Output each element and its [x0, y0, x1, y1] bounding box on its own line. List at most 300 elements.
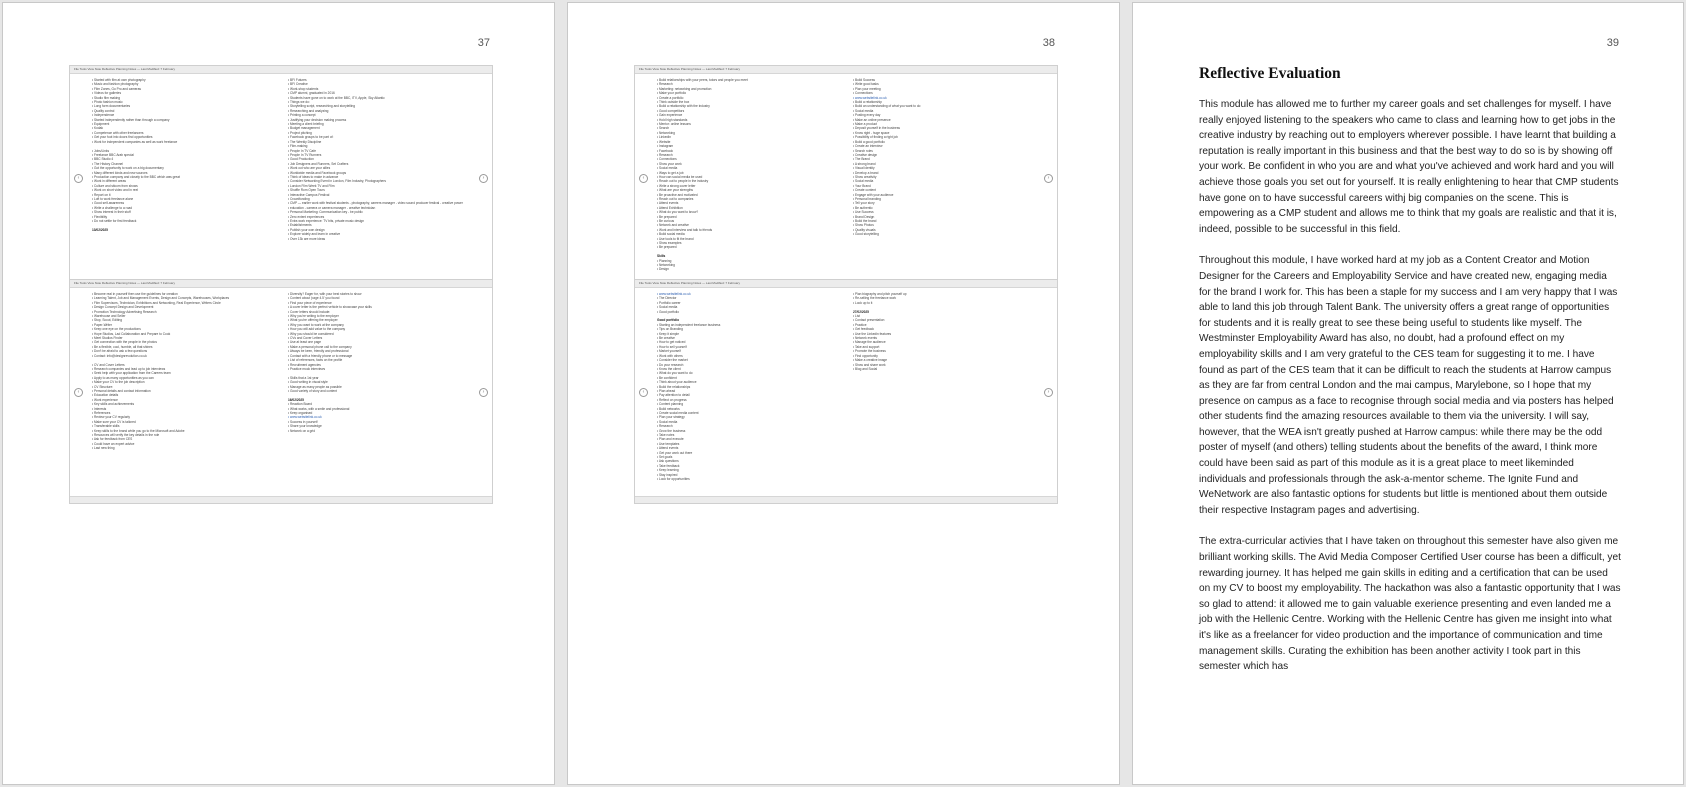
note-line: • Build Success — [853, 78, 876, 82]
note-toolbar: File Tools View Note Reflective Planning Notes — Last Modified: 7 February — [635, 280, 1057, 288]
note-line: • Content planning — [657, 402, 684, 407]
note-line: • Take and support — [853, 344, 880, 349]
note-line: • Music and fashion photography — [92, 82, 139, 87]
note-line: • Recruitment agencies — [288, 362, 321, 367]
note-line: • Engage with your audience — [853, 192, 894, 197]
note-line: • Plan biography and pitch yourself up — [853, 292, 907, 296]
note-line: • Education details — [92, 393, 119, 398]
page-number: 38 — [1042, 37, 1055, 49]
note-line: • Do your research — [657, 362, 684, 367]
note-line: • BFI Futures — [288, 78, 307, 82]
note-line: • Re-selling the freelance work — [853, 296, 897, 301]
note-line: • Build the brand — [853, 219, 877, 223]
note-line: • Production company and closely to the BBC which was great — [92, 174, 180, 179]
note-line: • Personal details and contact information — [92, 388, 151, 393]
note-line: • Contact presentation — [853, 318, 885, 323]
note-line: • What works, with a smile and professional — [288, 406, 350, 411]
note-line: • Use templates — [657, 441, 680, 446]
note-line: • Your Brand — [853, 183, 871, 188]
note-line: 13/02/2025 — [92, 227, 108, 232]
note-line: • People In TV Runners — [288, 152, 322, 157]
note-line: • Promote the business — [853, 349, 886, 354]
note-line: • Social media — [853, 108, 874, 113]
note-line: • Paper-Writer — [92, 322, 113, 327]
note-line: • Last new thing — [92, 446, 115, 451]
note-line: • BBC Studio 4 — [92, 157, 114, 162]
note-line: • Keep learning — [657, 468, 679, 473]
note-line: • Seek help with your application from the Careers team — [92, 371, 171, 376]
next-arrow-icon: › — [1044, 388, 1053, 397]
note-line: • Know right - huge space — [853, 130, 890, 135]
note-line: • Keep organised — [288, 410, 313, 415]
note-line: • Make an online presence — [853, 117, 891, 122]
note-line: • Got the opportunity to work on a big documentary — [92, 166, 164, 171]
note-line: • CMP — earlier work with festival students - photography, careers manager - video sound producer festival - creative power — [288, 201, 463, 206]
note-line: • Build networks — [657, 406, 680, 411]
note-line: • Find your piece of experience — [288, 300, 332, 305]
note-line: • Ask for feedback from CES — [92, 437, 133, 442]
note-line: Good portfolio — [657, 318, 680, 323]
note-line: • Ask questions — [657, 459, 679, 464]
note-line: • What you're offering the employer — [288, 318, 338, 323]
note-line: • BFI Creative — [288, 82, 308, 87]
note-line: • Work with others — [657, 353, 683, 358]
notes-screenshot — [634, 279, 1058, 504]
note-line: • Printing a concept — [288, 113, 316, 118]
note-line: • Attend events — [657, 201, 679, 206]
note-line: • Apply to as many opportunities as you can — [92, 375, 154, 380]
note-line: • Competence with other freelancers — [92, 130, 144, 135]
next-arrow-icon: › — [1044, 174, 1053, 183]
note-line: • Think outside the box — [657, 100, 690, 105]
next-arrow-icon: › — [479, 388, 488, 397]
note-line: • Kodak — [92, 126, 104, 131]
reflective-evaluation-section — [1199, 65, 1621, 691]
note-line: • Pay attention to detail — [657, 393, 690, 398]
paragraph: This module has allowed me to further my career goals and set challenges for myself. I have really enjoyed listening to the speakers who came to class and learning how to get jobs in the creative industry by reaching out to employers wherever possible. I have learnt that building a reputation is really important in this business and that the best way to do so is by showing off your work. Be confident in who you are and what you've achieved and work hard and you will achieve those goals you set out for yourself. It is really enlightening to hear that CMP students have gone on to have successful careers withj big companies on the scene. This is empowering as a CMP student and allows me to think that my goals are realistic and that it is, indeed, possible to be successful in this field. — [1199, 99, 1619, 235]
note-line: • Publish your own design — [288, 227, 325, 232]
note-line: • Budget management — [288, 126, 320, 131]
next-arrow-icon: › — [479, 174, 488, 183]
note-line: • Work on short video and in reel — [92, 188, 139, 193]
note-line: • www.websitelink.co.uk — [657, 292, 691, 296]
note-line: • Facebook — [657, 148, 673, 153]
notes-column-right — [288, 292, 470, 493]
note-line: • Be a flexible, cool, humble, all that shines — [92, 344, 153, 349]
note-line: • Network on a grid — [288, 428, 315, 433]
note-line: • Show Photos — [853, 223, 874, 228]
note-line: • Many different kinds and new sources — [92, 170, 148, 175]
note-line: • CV Structure: — [92, 384, 114, 389]
note-line: • Be curious — [657, 219, 675, 223]
note-line: • Loft to work freelance alone — [92, 196, 134, 201]
note-line: • Cover letters should include: — [288, 309, 331, 314]
note-line: • Facebook groups to be part of: — [288, 135, 334, 140]
note-line: • Ways to get a job — [657, 170, 684, 175]
note-line: • Work in different areas — [92, 179, 126, 184]
note-line: • Content about 'page 4.5' you found — [288, 296, 340, 301]
note-line: • Take notes — [657, 433, 675, 437]
note-line: • Build social media — [657, 232, 685, 237]
note-line: • Mentor: online lessons — [657, 122, 691, 127]
note-line: • Networking — [657, 130, 675, 135]
note-line: • CV and Cover Letters — [92, 362, 125, 367]
notes-screenshot — [634, 65, 1058, 290]
note-line: • Plan your meeting — [853, 86, 881, 91]
note-line: • Consider Networking Event in London, Film Industry, Photographers — [288, 179, 386, 184]
note-line: • Shuffle Rom Open Tours — [288, 188, 325, 193]
note-line: • Make sure your CV is tailored — [92, 419, 136, 424]
note-line: • Attend Exhibition — [657, 205, 683, 210]
note-line: • Practice mock interviews — [288, 366, 326, 371]
note-line: • Warehouse and Seller — [92, 314, 126, 319]
note-line: • Take feedback — [657, 463, 680, 468]
note-line: • Set goals — [657, 455, 673, 460]
note-line: • Researching and analyzing — [288, 108, 329, 113]
document-page-38 — [567, 2, 1120, 785]
note-line: • Create content — [853, 188, 876, 193]
paragraph: The extra-curricular activies that I have taken on throughout this semester have also given me brilliant working skills. The Avid Media Composer Certified User course has been a difficult, yet rewarding journey. It has helped me gain skills in editing and a certification that can be used on my CV to boost my employability. The hackathon was also a fantastic opportunity that I was so glad to attend: it allowed me to gain valuable exerience presenting and even landed me a job with the Hellenic Centre. Working with the Hellenic Centre has given me insight into what it's like as a freelancer for video production and the importance of communication and time management skills. Curating the exhibition has been another activity I took part in this semester which has — [1199, 536, 1621, 673]
note-line: • Build a relationship with the industry — [657, 104, 710, 109]
note-line: • Don't be afraid to ask a few questions — [92, 349, 148, 354]
note-line: • Review your CV regularly — [92, 415, 130, 420]
note-line: • Research — [657, 424, 673, 429]
note-line: • www.websitelink.co.uk — [288, 415, 322, 420]
note-line: • LinkedIn — [657, 135, 672, 140]
note-line: • Meet Studios Finder — [92, 336, 123, 341]
note-line: • Justifying your decision making process — [288, 117, 347, 122]
page-number: 39 — [1606, 37, 1619, 49]
note-line: • Be confident — [657, 375, 677, 380]
note-line: • Search roles — [853, 148, 873, 153]
note-line: • Independence — [92, 113, 115, 118]
note-line: • Be authentic — [853, 205, 873, 210]
note-line: • Interactive Campus Festival — [288, 192, 330, 197]
notes-column-right — [853, 292, 1035, 493]
note-line: • Possibility of finding a right job — [853, 135, 898, 140]
note-line: • Reach out to people in the industry — [657, 179, 709, 184]
note-line: • Why you're writing to the employer — [288, 314, 339, 319]
note-line: • Social media — [657, 166, 678, 171]
note-line: • Get feedback — [853, 327, 874, 332]
note-line: • Plan ahead — [657, 388, 676, 393]
note-line: • Work experience — [92, 397, 118, 402]
note-line: • Make a personal phone call to the company — [288, 344, 352, 349]
note-line: • How to sell yourself — [657, 344, 687, 349]
note-line: • Create a portfolio — [657, 95, 684, 100]
note-line: • Networking — [657, 263, 675, 268]
note-line: • Get connection with the people in the photos — [92, 340, 157, 345]
note-line: • London Film Week TV and Film — [288, 183, 335, 188]
note-line: • Consider the market — [657, 358, 688, 363]
note-line: • Hold high standards — [657, 117, 688, 122]
note-line: • Share your knowledge — [288, 424, 322, 429]
note-line: • List — [853, 314, 860, 319]
note-line: • Project pitching — [288, 130, 312, 135]
note-line: • Skills that a 1st year — [288, 375, 319, 380]
note-line: • Job Designers and Runners, Set Crafters — [288, 161, 349, 166]
note-line: • Manage as many people as possible — [288, 384, 342, 389]
note-line: • Good portfolio — [657, 309, 680, 314]
note-line: • Film Supervisors, Technician, Exhibitions and Networking, Real Experience, Writers Circle — [92, 300, 221, 305]
note-line: • Look for opportunities — [657, 477, 690, 482]
note-line: • Flexibility — [92, 214, 108, 219]
note-line: • Videos for galleries — [92, 91, 122, 96]
note-line: • Think about your audience — [657, 380, 697, 385]
note-line: • Write good tasks — [853, 82, 879, 87]
note-line: • Know the client — [657, 366, 681, 371]
note-line: • Visual identity — [853, 166, 875, 171]
note-line: • Find opportunity — [853, 353, 878, 358]
note-line: • List of references, facts on the profile — [288, 358, 343, 363]
notes-column-left — [657, 78, 839, 279]
note-line: • A strong brand — [853, 161, 876, 166]
note-line: • What are your strengths — [657, 188, 694, 193]
note-line: • Social media — [657, 419, 678, 424]
note-line: • Meeting a client briefing — [288, 122, 324, 127]
note-line: • Good storytelling — [853, 232, 879, 237]
note-line: • Diversity? Eager for, with your best stories to show — [288, 292, 362, 296]
note-line: • What do you want to do — [657, 371, 693, 376]
note-line: • Always be keen, friendly and professional — [288, 349, 349, 354]
note-line: • Build an understanding of what you want to do — [853, 104, 921, 109]
note-line: • The History Channel — [92, 161, 123, 166]
note-toolbar: File Tools View Note Reflective Planning Notes — Last Modified: 7 February — [635, 66, 1057, 74]
note-line: • Hope Studios, Lad Collaboration and Prepare to Cook — [92, 331, 171, 336]
note-line: • Build a good portfolio — [853, 139, 885, 144]
note-line: • Equipment — [92, 122, 110, 127]
note-line: • Stay inspired — [657, 472, 678, 477]
note-line: • A cover letter is the perfect vehicle to showcase your skills — [288, 305, 372, 310]
note-line: • Keep it simple — [657, 331, 680, 336]
note-line: • Quality control — [92, 108, 115, 113]
note-line: • Reflect on progress — [657, 397, 687, 402]
note-line: • How you will add value to the company — [288, 327, 346, 332]
note-line: • Create social media content — [657, 410, 699, 415]
note-line: • Good self-awareness — [92, 201, 125, 206]
note-line: • Social media — [853, 179, 874, 184]
note-statusbar — [70, 496, 492, 503]
note-line: • Posting every day — [853, 113, 881, 118]
paragraph: Throughout this module, I have worked hard at my job as a Content Creator and Motion Designer for the Careers and Employability Service and have created new, engaging media for the brand I work for. This has been a staple for my success and I am very happy that I was able to land this job through Talent Bank. The university offers a great range of opportunities for students and it is really great to see these being useful to students like myself. The Westminster Employability Award has also, no doubt, had a profound effect on my employability skills and I am very grateful to the CES team for suggesting it to me. I have found as part of the CES team that it can be difficult to reach the students at Harrow campus as they are far from central London and the mai campus, Marylebone, so I hope that my presence on campus as a face to recognise through social media and via posters has helped other students find the amazing resources available to them via the university. I will say, however, that the WEA isn't greatly pushed at Harrow campus: while there may be the odd poster of myself (and others) telling students about the benefits of the award, I think more could have been said as part of this module as it is a great place to meet likeminded individuals and professionals through the ask-a-mentor scheme. The Ignite Fund and WeNetwork are also fantastic options for students but little is mentioned about them outside their respective Instagram pages and advertising. — [1199, 255, 1618, 516]
note-line: • Started independently rather than through a company — [92, 117, 170, 122]
prev-arrow-icon: ‹ — [74, 174, 83, 183]
note-line: • Design Concept Design and Development — [92, 305, 154, 310]
note-line: • Be creative — [657, 336, 675, 341]
notes-column-left — [92, 292, 274, 493]
note-line: • Work-shop students — [288, 86, 319, 91]
note-line: • Write a challenge to a road — [92, 205, 133, 210]
note-line: Skills — [657, 254, 666, 259]
note-line: • Use the Linkedin features — [853, 331, 892, 336]
note-line: • Use Success — [853, 210, 874, 215]
note-line: • Research — [657, 152, 673, 157]
note-line: • Personal branding — [853, 196, 881, 201]
note-line: • Manage the audience — [853, 340, 886, 345]
note-line: • Contact with a friendly phone or to message — [288, 353, 353, 358]
note-line: • Marketing: networking and promotion — [657, 86, 712, 91]
note-line: • Be prepared — [657, 214, 677, 219]
note-line: • Show creativity — [853, 174, 877, 179]
note-line: • Be prepared — [657, 245, 677, 250]
note-line: • Tell your story — [853, 201, 875, 206]
note-line: • Long form documentaries — [92, 104, 131, 109]
note-line: • References — [92, 410, 111, 415]
note-line: • Network events — [853, 336, 877, 341]
notes-screenshot — [69, 65, 493, 290]
note-line: • Film-making — [288, 144, 308, 149]
note-line: • Design — [657, 267, 669, 272]
note-line: • Be proactive and motivated — [657, 192, 698, 197]
note-line: • Build the relationships — [657, 384, 691, 389]
note-line: • Search — [657, 126, 670, 131]
note-line: • Make a product — [853, 122, 877, 127]
note-line: • Why you should be considered — [288, 331, 334, 336]
note-line: • Key skills and achievements — [92, 402, 135, 407]
note-line: • Extra work experience: TV bits, private music design — [288, 219, 364, 223]
note-line: • Make your CV to the job description — [92, 380, 145, 385]
note-line: • Could have an expert advice — [92, 441, 135, 446]
note-line: • Build relationships with your peers, tutors and people you meet — [657, 78, 748, 82]
note-line: • Contact: info@designrevolution.co.uk — [92, 353, 147, 358]
note-line: • Good Production — [288, 157, 314, 162]
note-line: • CVs and Cover Letters — [288, 336, 323, 341]
note-line: • Do not settle for first feedback — [92, 219, 137, 223]
note-line: • The Weekly Discipline — [288, 139, 322, 144]
note-line: • Look up to it — [853, 300, 873, 305]
note-line: • Social media — [657, 305, 678, 310]
note-line: • Good writing in visual style — [288, 380, 328, 385]
note-line: • Good competitors — [657, 108, 685, 113]
note-line: • Think of ideas to make in advance — [288, 174, 339, 179]
page-number: 37 — [477, 37, 490, 49]
note-line: • Report on it — [92, 192, 111, 197]
note-line: • Tips on Branding — [657, 327, 683, 332]
note-line: • Website — [657, 139, 671, 144]
note-line: • Show your work — [657, 161, 682, 166]
note-line: • Get your work out there — [657, 450, 693, 455]
note-line: • Reach out to companies — [657, 196, 694, 201]
note-line: • Show examples — [657, 241, 682, 246]
note-line: • Become real in yourself then use the guidelines for creation — [92, 292, 178, 296]
note-line: • Instagram — [657, 144, 674, 149]
note-line: • Research companies and lead up to job interviews — [92, 366, 166, 371]
note-line: • Planning — [657, 258, 672, 263]
note-line: • Develop a brand — [853, 170, 879, 175]
note-line: • Zero extent experiences — [288, 214, 325, 219]
notes-column-left — [92, 78, 274, 279]
note-line: • Deposit yourself in the business — [853, 126, 901, 131]
note-statusbar — [635, 496, 1057, 503]
note-line: • Make your portfolio — [657, 91, 687, 96]
note-line: • Network and creative — [657, 223, 689, 228]
note-line: • Plan your strategy — [657, 415, 685, 420]
note-line: • Personal Marketing: Communication key - be public — [288, 210, 363, 215]
note-line: • What do you want to know? — [657, 210, 699, 215]
note-toolbar: File Tools View Note Reflective Planning Notes — Last Modified: 7 February — [70, 66, 492, 74]
note-line: • Culture and sitcom from shows — [92, 183, 138, 188]
section-title: Reflective Evaluation — [1199, 65, 1341, 82]
note-line: • Stop, Scout, Editing — [92, 318, 122, 323]
prev-arrow-icon: ‹ — [74, 388, 83, 397]
note-line: • Write a strong cover letter — [657, 183, 696, 188]
note-line: • www.websitelink.co.uk — [853, 95, 887, 100]
note-line: • Use at least one page — [288, 340, 322, 345]
note-line: • The Brand — [853, 157, 870, 162]
note-line: • Interests — [92, 406, 107, 411]
note-line: • Storytelling script, researching and storytelling — [288, 104, 356, 109]
note-line: • Research — [657, 82, 673, 87]
note-line: • Work out who are your allies — [288, 166, 331, 171]
note-line: • education - camera or camera manager - creative technician — [288, 205, 376, 210]
note-line: • Learning Talent, Job and Management Events, Design and Concepts, Warehouses, Workplaces — [92, 296, 230, 301]
note-line: • Plan and execute — [657, 437, 684, 442]
note-line: • Jobs/Links — [92, 148, 110, 153]
note-line: • Started with film at own photography — [92, 78, 146, 82]
note-line: • Freelance BBC Arab special — [92, 152, 134, 157]
note-line: • Transferable skills — [92, 424, 120, 429]
note-line: • Resources will verify the key details in the role — [92, 433, 160, 437]
notes-column-right — [853, 78, 1035, 279]
note-line: • Film Zones, Go Pro and cameras — [92, 86, 141, 91]
note-line: • Keep skills to the brand while you go to the Microsoft and Adobe — [92, 428, 185, 433]
note-line: • Show interest in their stuff — [92, 210, 131, 215]
note-line: • Work and interview and talk to friends — [657, 227, 713, 232]
note-line: • Over 13k are more ideas — [288, 236, 326, 241]
note-line: • Studio film making — [92, 95, 121, 100]
note-line: • CMP alumni, graduated in 2016 — [288, 91, 335, 96]
note-line: • Starting an independent freelance business — [657, 322, 721, 327]
note-line: • Establishments — [288, 223, 312, 228]
note-line: • Students have gone on to work at the BBC, ITV, Apple, Sky Atlantic — [288, 95, 385, 100]
note-line: • Grow the business — [657, 428, 686, 433]
note-line: • Work for independent companies as well as work freelance — [92, 139, 178, 144]
note-line: • Things we do: — [288, 100, 310, 105]
note-line: • Crowdfunding — [288, 196, 310, 201]
note-line: • Quality visuals — [853, 227, 876, 232]
note-line: • Connections — [657, 157, 677, 162]
document-page-39 — [1132, 2, 1684, 785]
note-line: • Gain experience — [657, 113, 683, 118]
note-line: • Portfolio career — [657, 300, 681, 305]
prev-arrow-icon: ‹ — [639, 388, 648, 397]
notes-column-right — [288, 78, 470, 279]
note-line: • Good variety of story and content — [288, 388, 337, 393]
note-line: • Photo fashion music — [92, 100, 123, 105]
prev-arrow-icon: ‹ — [639, 174, 648, 183]
note-line: 16/02/2025 — [288, 397, 304, 402]
note-line: • Build a relationship — [853, 100, 882, 105]
note-line: • Connections — [853, 91, 873, 96]
note-line: • Brand Design — [853, 214, 875, 219]
note-line: 27/02/2025 — [853, 309, 869, 314]
note-line: • How to get noticed — [657, 340, 686, 345]
note-line: • Success in yourself — [288, 419, 318, 424]
note-line: • Create an interview — [853, 144, 883, 149]
note-line: • Attend events — [657, 446, 679, 451]
document-page-37 — [2, 2, 555, 785]
note-line: • Make a creative image — [853, 358, 888, 363]
note-line: • Worldwide media and Facebook groups — [288, 170, 347, 175]
note-line: • Use tools to fit the brand — [657, 236, 694, 241]
note-line: • Get your foot into doors find opportunities — [92, 135, 153, 140]
notes-column-left — [657, 292, 839, 493]
note-line: • Show and share work — [853, 362, 886, 367]
note-line: • Explore widely and learn in creative — [288, 232, 341, 237]
note-line: • Why you want to work at the company — [288, 322, 344, 327]
note-line: • Promotion Technology Advertising Research — [92, 309, 157, 314]
note-line: • People In TV Cafe — [288, 148, 316, 153]
